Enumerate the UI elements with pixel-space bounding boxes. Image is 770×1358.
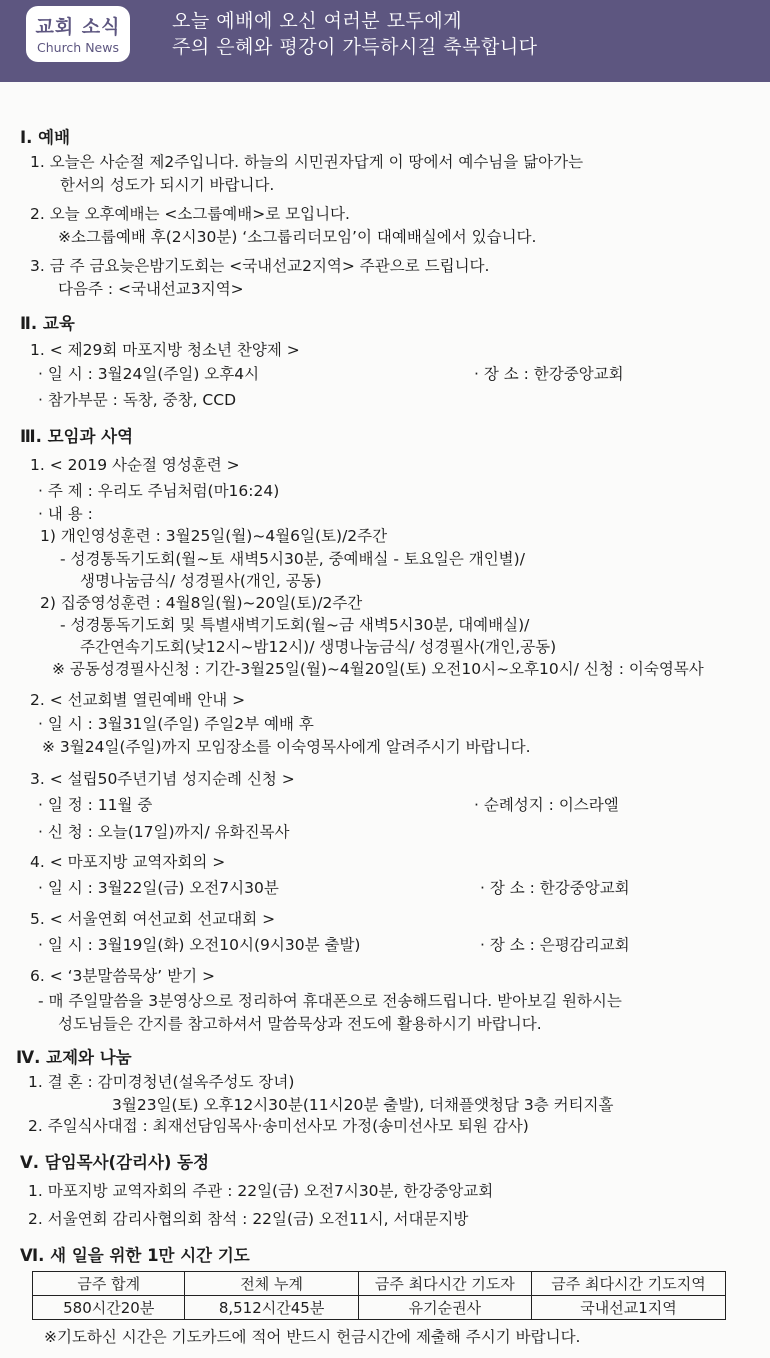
news-line: - 성경통독기도회(월~토 새벽5시30분, 중예배실 - 토요일은 개인별)/	[60, 550, 525, 568]
section-heading: Ⅳ. 교제와 나눔	[16, 1048, 132, 1067]
news-line: 1. 오늘은 사순절 제2주입니다. 하늘의 시민권자답게 이 땅에서 예수님을 닮아가는	[30, 153, 584, 171]
news-line: 1) 개인영성훈련 : 3월25일(월)~4월6일(토)/2주간	[40, 527, 388, 545]
table-cell: 유기순권사	[358, 1296, 531, 1320]
news-line: · 일 시 : 3월22일(금) 오전7시30분	[38, 879, 279, 897]
news-line: 주간연속기도회(낮12시~밤12시)/ 생명나눔금식/ 성경필사(개인,공동)	[80, 638, 557, 656]
table-row	[33, 1296, 726, 1320]
news-line: ※ 3월24일(주일)까지 모임장소를 이숙영목사에게 알려주시기 바랍니다.	[42, 738, 531, 756]
table-cell: 8,512시간45분	[185, 1296, 358, 1320]
news-line: · 일 정 : 11월 중	[38, 796, 153, 814]
table-cell: 580시간20분	[33, 1296, 185, 1320]
news-line: · 장 소 : 은평감리교회	[480, 936, 630, 954]
news-line: · 장 소 : 한강중앙교회	[474, 365, 624, 383]
prayer-hours-table	[32, 1271, 726, 1320]
news-line: 6. < ‘3분말씀묵상’ 받기 >	[30, 967, 215, 985]
news-line: 2. 오늘 오후예배는 <소그룹예배>로 모입니다.	[30, 205, 350, 223]
news-line: ※기도하신 시간은 기도카드에 적어 반드시 헌금시간에 제출해 주시기 바랍니다.	[44, 1328, 581, 1346]
news-line: 1. < 2019 사순절 영성훈련 >	[30, 456, 240, 474]
news-line: · 신 청 : 오늘(17일)까지/ 유화진목사	[38, 823, 290, 841]
news-line: · 일 시 : 3월19일(화) 오전10시(9시30분 출발)	[38, 936, 361, 954]
section-heading: Ⅲ. 모임과 사역	[20, 427, 134, 446]
table-header-cell: 금주 합계	[33, 1272, 185, 1296]
news-line: · 장 소 : 한강중앙교회	[480, 879, 630, 897]
news-line: 성도님들은 간지를 참고하셔서 말씀묵상과 전도에 활용하시기 바랍니다.	[58, 1015, 542, 1033]
section-heading: Ⅵ. 새 일을 위한 1만 시간 기도	[20, 1246, 250, 1265]
badge-title-ko: 교회 소식	[35, 16, 121, 38]
news-line: 4. < 마포지방 교역자회의 >	[30, 853, 226, 871]
news-line: · 내 용 :	[38, 505, 93, 523]
section-heading: Ⅱ. 교육	[20, 314, 75, 333]
table-header-row	[33, 1272, 726, 1296]
news-line: 5. < 서울연회 여선교회 선교대회 >	[30, 910, 276, 928]
table-header-cell: 금주 최다시간 기도지역	[531, 1272, 725, 1296]
news-line: 1. 결 혼 : 감미경청년(설옥주성도 장녀)	[28, 1073, 295, 1091]
table-cell: 국내선교1지역	[531, 1296, 725, 1320]
news-line: 3. 금 주 금요늦은밤기도회는 <국내선교2지역> 주관으로 드립니다.	[30, 257, 490, 275]
news-line: · 주 제 : 우리도 주님처럼(마16:24)	[38, 482, 280, 500]
news-line: - 매 주일말씀을 3분영상으로 정리하여 휴대폰으로 전송해드립니다. 받아보길 원하시는	[38, 992, 622, 1010]
news-line: 한서의 성도가 되시기 바랍니다.	[60, 176, 275, 194]
table-header-cell: 전체 누계	[185, 1272, 358, 1296]
table-header-cell: 금주 최다시간 기도자	[358, 1272, 531, 1296]
news-line: · 일 시 : 3월31일(주일) 주일2부 예배 후	[38, 715, 314, 733]
news-line: 3. < 설립50주년기념 성지순례 신청 >	[30, 770, 295, 788]
news-line: ※ 공동성경필사신청 : 기간-3월25일(월)~4월20일(토) 오전10시~오후10시/ 신청 : 이숙영목사	[52, 660, 704, 678]
news-line: · 참가부문 : 독창, 중창, CCD	[38, 391, 237, 409]
section-heading: Ⅴ. 담임목사(감리사) 동정	[20, 1153, 210, 1172]
news-line: 2. < 선교회별 열린예배 안내 >	[30, 691, 246, 709]
news-line: 3월23일(토) 오후12시30분(11시20분 출발), 더채플앳청담 3층 커티지홀	[112, 1096, 614, 1114]
news-line: 1. 마포지방 교역자회의 주관 : 22일(금) 오전7시30분, 한강중앙교회	[28, 1182, 494, 1200]
badge-title-en: Church News	[37, 40, 119, 55]
news-line: 다음주 : <국내선교3지역>	[58, 280, 244, 298]
news-line: 2) 집중영성훈련 : 4월8일(월)~20일(토)/2주간	[40, 594, 363, 612]
news-line: 1. < 제29회 마포지방 청소년 찬양제 >	[30, 341, 300, 359]
news-line: 2. 서울연회 감리사협의회 참석 : 22일(금) 오전11시, 서대문지방	[28, 1210, 469, 1228]
news-line: 생명나눔금식/ 성경필사(개인, 공동)	[80, 572, 322, 590]
news-line: ※소그룹예배 후(2시30분) ‘소그룹리더모임’이 대예배실에서 있습니다.	[58, 228, 537, 246]
news-line: · 순례성지 : 이스라엘	[474, 796, 619, 814]
news-line: 2. 주일식사대접 : 최재선담임목사·송미선사모 가정(송미선사모 퇴원 감사)	[28, 1117, 529, 1135]
news-line: · 일 시 : 3월24일(주일) 오후4시	[38, 365, 260, 383]
section-heading: Ⅰ. 예배	[20, 128, 71, 147]
greeting-line: 오늘 예배에 오신 여러분 모두에게	[172, 10, 463, 32]
news-line: - 성경통독기도회 및 특별새벽기도회(월~금 새벽5시30분, 대예배실)/	[60, 616, 530, 634]
greeting-line: 주의 은혜와 평강이 가득하시길 축복합니다	[172, 36, 538, 58]
